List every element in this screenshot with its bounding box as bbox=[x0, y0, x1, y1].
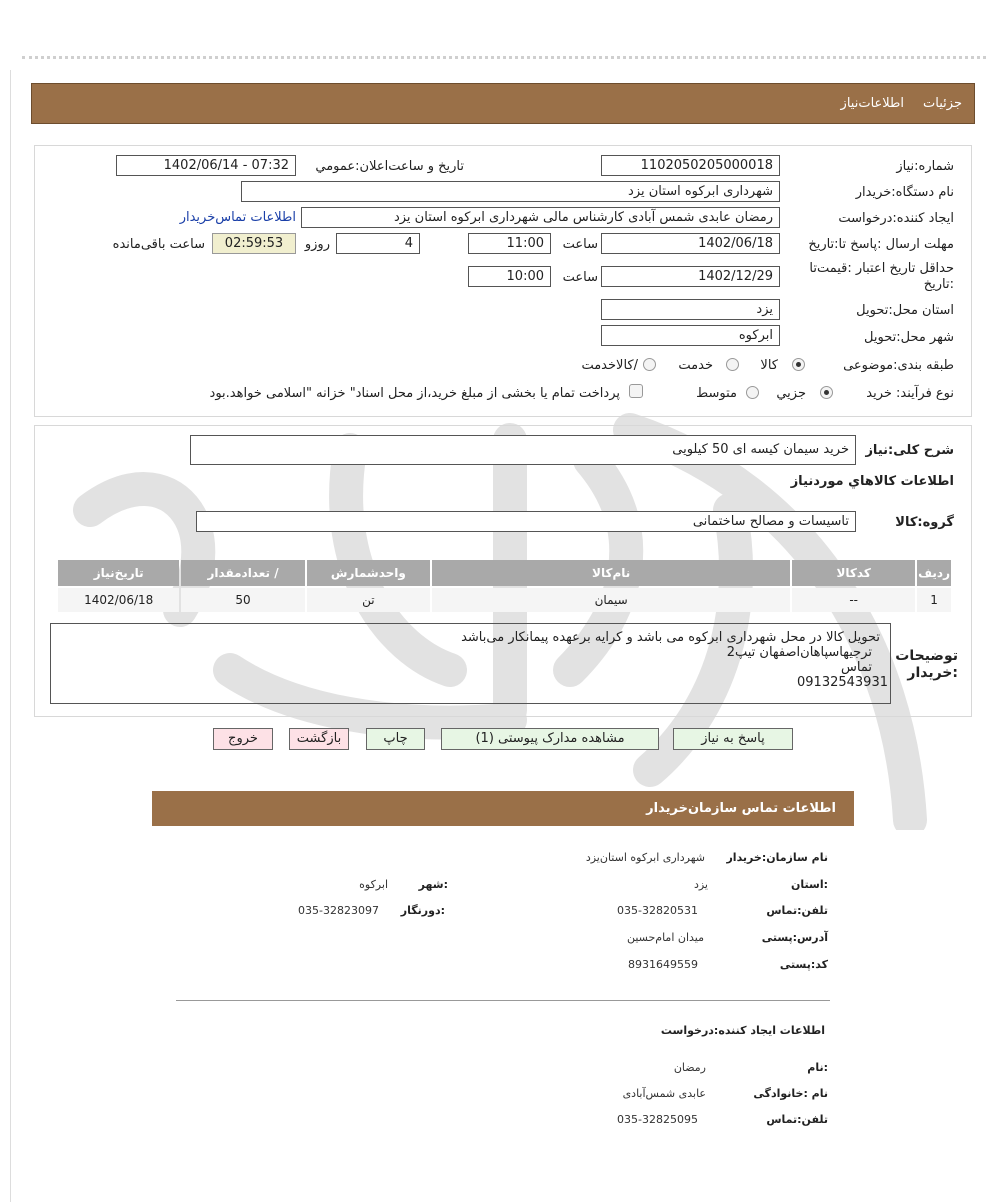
col-row: ردیف bbox=[917, 560, 951, 586]
creator-phone-label: تلفن:تماس bbox=[766, 1113, 828, 1126]
breadcrumb-details[interactable]: جزئیات bbox=[923, 96, 962, 111]
left-border bbox=[10, 70, 11, 1202]
col-name: نام‌کالا bbox=[432, 560, 790, 586]
notes-line-3: تماس bbox=[841, 660, 872, 675]
back-button[interactable]: بازگشت bbox=[289, 728, 349, 750]
notes-box bbox=[50, 623, 891, 704]
announce-label: تاریخ و ساعت‌اعلان:عمومي bbox=[315, 159, 464, 174]
contact-divider bbox=[176, 1000, 830, 1001]
deadline-date-field: 1402/06/18 bbox=[601, 233, 780, 254]
validity-time-field: 10:00 bbox=[468, 266, 551, 287]
validity-hour-label: ساعت bbox=[562, 270, 598, 285]
buyer-contact-link[interactable]: اطلاعات تماس‌خریدار bbox=[179, 210, 296, 225]
group-label: گروه:کالا bbox=[895, 515, 954, 530]
cell-qty: 50 bbox=[181, 588, 304, 612]
notes-line-2: ترجیهاسپاهان‌اصفهان تیپ2 bbox=[726, 645, 872, 660]
treasury-checkbox[interactable] bbox=[629, 384, 643, 398]
goods-table bbox=[56, 558, 953, 614]
validity-date-field: 1402/12/29 bbox=[601, 266, 780, 287]
process-label: نوع فرآیند: خرید bbox=[866, 386, 954, 401]
category-goods-service-radio[interactable] bbox=[643, 358, 656, 371]
buyer-org-field: شهرداری ابرکوه استان یزد bbox=[241, 181, 780, 202]
contact-phone-value: 035-32820531 bbox=[617, 904, 698, 917]
contact-postal-label: کد:پستی bbox=[779, 958, 828, 971]
notes-label-line2: :خریدار bbox=[907, 665, 958, 681]
contact-fax-label: :دورنگار bbox=[400, 904, 445, 917]
contact-postal-value: 8931649559 bbox=[628, 958, 698, 971]
table-header-row bbox=[58, 560, 951, 586]
days-label: روزو bbox=[304, 237, 330, 252]
creator-family-value: عابدی شمس‌آبادی bbox=[622, 1087, 706, 1100]
creator-label: ایجاد کننده:درخواست bbox=[838, 211, 954, 226]
general-desc-label: شرح کلی:نیاز bbox=[865, 443, 954, 458]
deadline-hour-label: ساعت bbox=[562, 237, 598, 252]
category-service-radio[interactable] bbox=[726, 358, 739, 371]
cell-date: 1402/06/18 bbox=[58, 588, 179, 612]
notes-line-1: تحویل کالا در محل شهرداری ابرکوه می باشد و کرایه برعهده پیمانکار می‌باشد bbox=[461, 630, 880, 645]
group-field: تاسیسات و مصالح ساختمانی bbox=[196, 511, 856, 532]
attachments-button[interactable]: مشاهده مدارک پیوستی (1) bbox=[441, 728, 659, 750]
category-goods-radio[interactable] bbox=[792, 358, 805, 371]
buyer-org-label: نام دستگاه:خریدار bbox=[855, 185, 954, 200]
treasury-text: پرداخت تمام یا بخشی از مبلغ خرید،از محل اسناد" خزانه "اسلامی خواهد.بود bbox=[209, 386, 620, 401]
reply-button[interactable]: پاسخ به نیاز bbox=[673, 728, 793, 750]
contact-phone-label: تلفن:تماس bbox=[766, 904, 828, 917]
print-button[interactable]: چاپ bbox=[366, 728, 425, 750]
need-number-field: 1102050205000018 bbox=[601, 155, 780, 176]
creator-family-label: نام :خانوادگی bbox=[753, 1087, 828, 1100]
contact-address-label: آدرس:پستی bbox=[761, 931, 828, 944]
cell-row: 1 bbox=[917, 588, 951, 612]
validity-label-line1: حداقل تاریخ اعتبار :قیمت‌تا bbox=[809, 261, 954, 276]
city-label: شهر محل:تحویل bbox=[864, 330, 954, 345]
contact-address-value: میدان امام‌حسین bbox=[626, 931, 704, 944]
announce-field: 1402/06/14 - 07:32 bbox=[116, 155, 296, 176]
creator-info-title: اطلاعات ایجاد کننده:درخواست bbox=[660, 1024, 825, 1037]
cell-code: -- bbox=[792, 588, 915, 612]
category-label: طبقه بندی:موضوعی bbox=[843, 358, 954, 373]
deadline-time-field: 11:00 bbox=[468, 233, 551, 254]
category-goods-text: کالا bbox=[760, 358, 778, 373]
col-unit: واحدشمارش bbox=[307, 560, 430, 586]
cell-unit: تن bbox=[307, 588, 430, 612]
col-code: کدکالا bbox=[792, 560, 915, 586]
creator-phone-value: 035-32825095 bbox=[617, 1113, 698, 1126]
need-number-label: شماره:نیاز bbox=[896, 159, 954, 174]
city-field: ابرکوه bbox=[601, 325, 780, 346]
contact-title: اطلاعات تماس سازمان‌خریدار bbox=[646, 801, 836, 816]
col-date: تاریخ‌نیاز bbox=[58, 560, 179, 586]
goods-info-title: اطلاعات کالاهاي موردنياز bbox=[790, 474, 954, 489]
general-desc-field: خرید سیمان کیسه ای 50 کیلویی bbox=[190, 435, 856, 465]
deadline-label: مهلت ارسال :پاسخ تا:تاریخ bbox=[808, 237, 954, 252]
process-partial-radio[interactable] bbox=[820, 386, 833, 399]
contact-header-bar bbox=[152, 791, 854, 826]
process-medium-text: متوسط bbox=[696, 386, 737, 401]
top-separator bbox=[22, 56, 986, 59]
category-service-text: خدمت bbox=[678, 358, 713, 373]
process-partial-text: جزیي bbox=[776, 386, 806, 401]
notes-label-line1: توضیحات bbox=[895, 648, 958, 664]
process-medium-radio[interactable] bbox=[746, 386, 759, 399]
creator-name-value: رمضان bbox=[673, 1061, 706, 1074]
contact-province-value: یزد bbox=[693, 878, 708, 891]
col-qty: / تعدادمقدار bbox=[181, 560, 304, 586]
contact-city-value: ابرکوه bbox=[359, 878, 388, 891]
creator-name-label: :نام bbox=[807, 1061, 828, 1074]
contact-org-value: شهرداری ابرکوه استان‌یزد bbox=[585, 851, 705, 864]
table-row bbox=[58, 588, 951, 612]
notes-line-4: 09132543931 bbox=[797, 675, 888, 690]
contact-fax-value: 035-32823097 bbox=[298, 904, 379, 917]
validity-label-line2: :تاریخ bbox=[923, 277, 954, 292]
contact-org-label: نام سازمان:خریدار bbox=[726, 851, 828, 864]
creator-field: رمضان عابدی شمس آبادی کارشناس مالی شهرداری ابرکوه استان یزد bbox=[301, 207, 780, 228]
cell-name: سیمان bbox=[432, 588, 790, 612]
province-field: یزد bbox=[601, 299, 780, 320]
province-label: استان محل:تحویل bbox=[856, 303, 954, 318]
page-header-bar bbox=[31, 83, 975, 124]
exit-button[interactable]: خروج bbox=[213, 728, 273, 750]
contact-city-label: :شهر bbox=[418, 878, 448, 891]
category-goods-service-text: /کالاخدمت bbox=[581, 358, 638, 373]
contact-province-label: :استان bbox=[791, 878, 828, 891]
remaining-timer: 02:59:53 bbox=[212, 233, 296, 254]
days-field: 4 bbox=[336, 233, 420, 254]
remaining-label: ساعت باقی‌مانده bbox=[112, 237, 205, 252]
breadcrumb-need-info[interactable]: اطلاعات‌نیاز bbox=[840, 96, 904, 111]
